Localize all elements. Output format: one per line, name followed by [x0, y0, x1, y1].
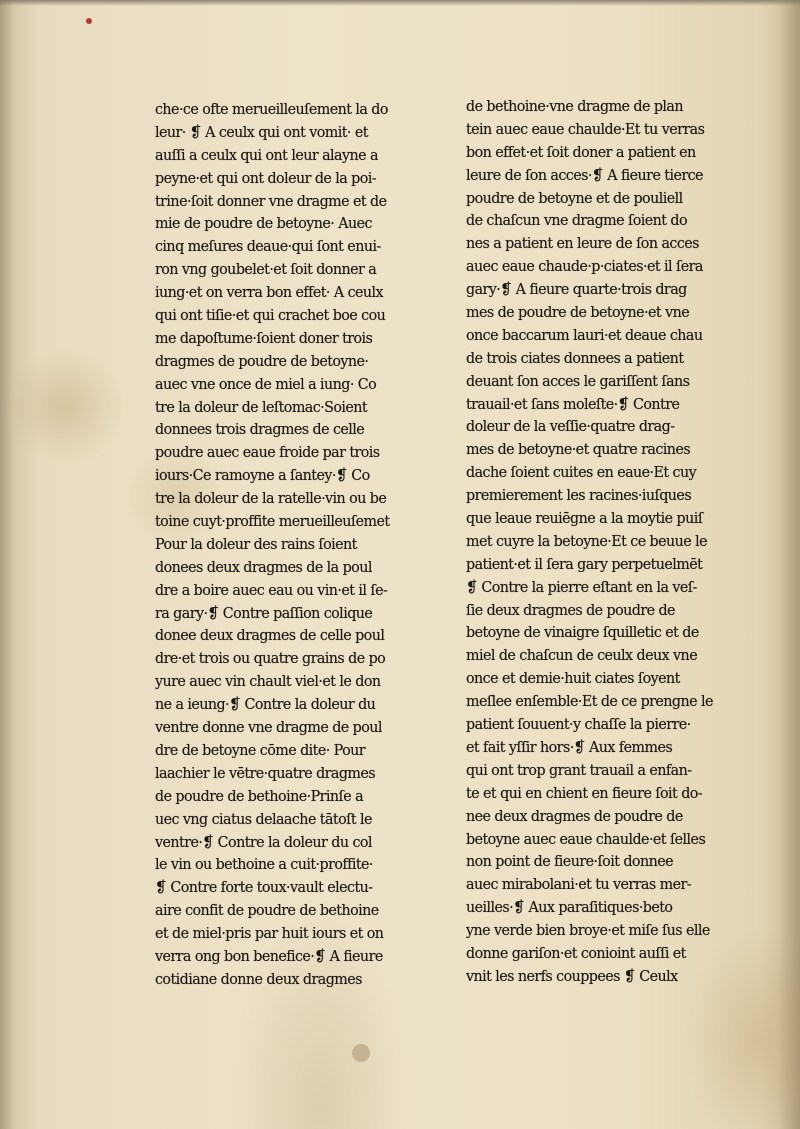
- text-line: mes de poudre de betoyne·et vne: [466, 303, 690, 322]
- text-line: me dapoſtume·ſoient doner trois: [155, 328, 373, 347]
- text-line: nes a patient en leure de ſon acces: [466, 234, 699, 253]
- text-line: et fait yſſir hors·❡ Aux femmes: [466, 737, 673, 756]
- text-line: ❡ Contre forte toux·vault electu-: [155, 878, 373, 897]
- text-line: trine·ſoit donner vne dragme et de: [155, 191, 387, 210]
- text-line: auec vne once de miel a iung· Co: [155, 374, 377, 393]
- text-line: peyne·et qui ont doleur de la poi-: [155, 168, 377, 187]
- text-line: tre la doleur de leſtomac·Soient: [155, 397, 368, 416]
- text-line: yne verde bien broye·et miſe ſus elle: [466, 921, 710, 940]
- text-line: poudre auec eaue froide par trois: [155, 443, 380, 462]
- text-line: poudre de betoyne et de pouliell: [466, 188, 683, 207]
- text-line: auec eaue chaude·p·ciates·et il ſera: [466, 257, 703, 276]
- text-line: et de miel·pris par huit iours et on: [155, 924, 384, 943]
- text-line: dragmes de poudre de betoyne·: [155, 351, 369, 370]
- page-top-edge: [0, 0, 800, 6]
- text-line: de trois ciates donnees a patient: [466, 348, 684, 367]
- text-line: yure auec vin chault viel·et le don: [155, 672, 381, 691]
- text-line: mie de poudre de betoyne· Auec: [155, 214, 372, 233]
- text-line: tre la doleur de la ratelle·vin ou be: [155, 489, 387, 508]
- text-line: ſie deux dragmes de poudre de: [466, 600, 675, 619]
- text-line: donees deux dragmes de la poul: [155, 557, 372, 576]
- text-line: tein auec eaue chaulde·Et tu verras: [466, 119, 705, 138]
- text-line: miel de chaſcun de ceulx deux vne: [466, 646, 698, 665]
- text-line: Pour la doleur des rains ſoient: [155, 534, 357, 553]
- text-line: auſſi a ceulx qui ont leur alayne a: [155, 145, 378, 164]
- text-line: verra ong bon benefice·❡ A fieure: [155, 946, 383, 965]
- text-line: te et qui en chient en fieure ſoit do-: [466, 783, 703, 802]
- text-line: qui ont tiſie·et qui crachet boe cou: [155, 306, 386, 325]
- text-line: bon effet·et ſoit doner a patient en: [466, 142, 696, 161]
- text-line: donee deux dragmes de celle poul: [155, 626, 385, 645]
- text-line: donne gariſon·et conioint auſſi et: [466, 943, 686, 962]
- text-line: leur· ❡ A ceulx qui ont vomit· et: [155, 122, 368, 141]
- stain-mark: [352, 1044, 370, 1062]
- text-line: auec mirabolani·et tu verras mer-: [466, 875, 691, 894]
- text-line: de bethoine·vne dragme de plan: [466, 97, 683, 115]
- text-line: laachier le vētre·quatre dragmes: [155, 763, 376, 782]
- text-line: cotidiane donne deux dragmes: [155, 969, 362, 988]
- text-line: ventre·❡ Contre la doleur du col: [155, 832, 372, 851]
- text-line: dre a boire auec eau ou vin·et il ſe-: [155, 580, 388, 599]
- text-line: donnees trois dragmes de celle: [155, 420, 365, 439]
- text-line: ne a ieung·❡ Contre la doleur du: [155, 695, 376, 714]
- text-line: trauail·et ſans moleſte·❡ Contre: [466, 394, 680, 413]
- text-line: dre de betoyne cōme dite· Pour: [155, 740, 366, 759]
- text-line: leure de ſon acces·❡ A fieure tierce: [466, 165, 703, 184]
- text-line: gary·❡ A fieure quarte·trois drag: [466, 280, 687, 299]
- text-line: meſlee enſemble·Et de ce prengne le: [466, 692, 713, 711]
- text-line: mes de betoyne·et quatre racines: [466, 440, 691, 459]
- text-line: ventre donne vne dragme de poul: [155, 718, 382, 737]
- text-column-right: [466, 95, 762, 988]
- text-line: deuant ſon acces le gariſſent ſans: [466, 371, 690, 390]
- text-line: met cuyre la betoyne·Et ce beuue le: [466, 531, 708, 550]
- page-left-edge: [0, 0, 14, 1129]
- text-line: iours·Ce ramoyne a ſantey·❡ Co: [155, 466, 370, 485]
- text-line: ron vng goubelet·et ſoit donner a: [155, 260, 377, 279]
- text-line: ueilles·❡ Aux paraſitiques·beto: [466, 898, 673, 917]
- text-line: uec vng ciatus delaache tātoſt le: [155, 809, 372, 828]
- text-line: ra gary·❡ Contre paſſion colique: [155, 603, 373, 622]
- text-line: doleur de la veſſie·quatre drag-: [466, 417, 675, 436]
- text-line: de poudre de bethoine·Prinſe a: [155, 786, 364, 805]
- text-line: dache ſoient cuites en eaue·Et cuy: [466, 463, 697, 482]
- text-line: betoyne de vinaigre ſquilletic et de: [466, 623, 699, 642]
- page-right-edge: [778, 0, 800, 1129]
- text-line: premierement les racines·iuſques: [466, 486, 692, 505]
- text-line: ❡ Contre la pierre eſtant en la veſ-: [466, 577, 697, 596]
- text-line: nee deux dragmes de poudre de: [466, 806, 683, 825]
- text-line: dre·et trois ou quatre grains de po: [155, 649, 386, 668]
- text-line: que leaue reuiēgne a la moytie puiſ: [466, 509, 703, 528]
- text-line: betoyne auec eaue chaulde·et ſelles: [466, 829, 706, 848]
- text-line: patient·et il ſera gary perpetuelmēt: [466, 554, 703, 573]
- text-line: vnit les nerfs couppees ❡ Ceulx: [466, 966, 678, 985]
- text-line: toine cuyt·proffite merueilleuſemet: [155, 512, 390, 531]
- text-line: aire confit de poudre de bethoine: [155, 901, 379, 920]
- text-line: patient ſouuent·y chaſſe la pierre·: [466, 715, 691, 734]
- ink-mark: [86, 18, 92, 24]
- text-line: che·ce ofte merueilleuſement la do: [155, 100, 388, 118]
- text-line: de chaſcun vne dragme ſoient do: [466, 211, 688, 230]
- text-column-left: [155, 98, 451, 991]
- text-line: qui ont trop grant trauail a enfan-: [466, 760, 692, 779]
- text-line: le vin ou bethoine a cuit·proffite·: [155, 855, 373, 874]
- text-line: once baccarum lauri·et deaue chau: [466, 325, 703, 344]
- text-line: iung·et on verra bon effet· A ceulx: [155, 283, 384, 302]
- text-line: once et demie·huit ciates ſoyent: [466, 669, 680, 688]
- text-line: non point de fieure·ſoit donnee: [466, 852, 673, 871]
- text-line: cinq meſures deaue·qui ſont enui-: [155, 237, 381, 256]
